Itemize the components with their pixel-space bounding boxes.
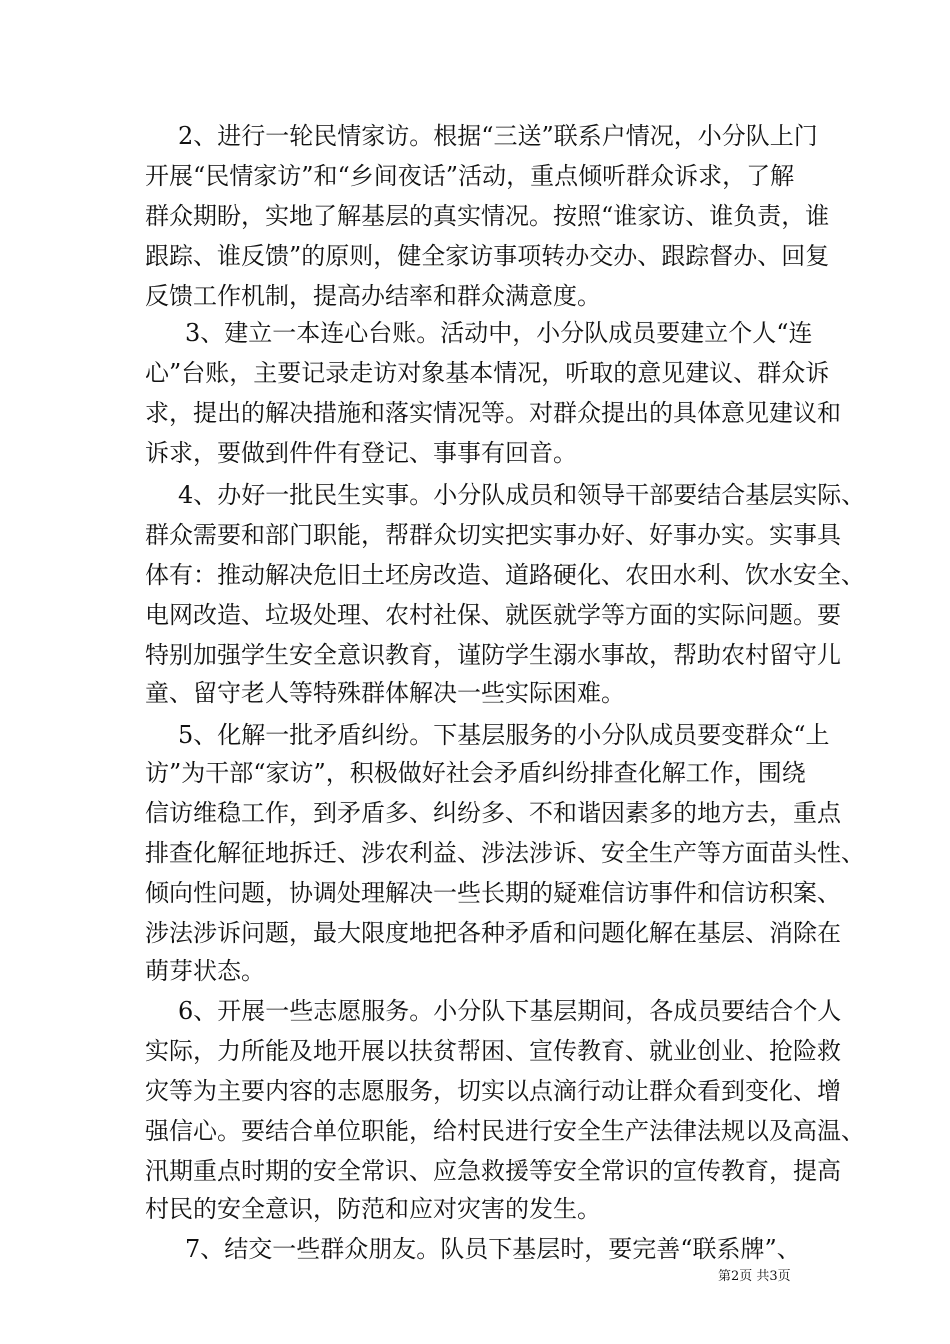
text-line: 3、建立一本连心台账。活动中，小分队成员要建立个人“连 [185, 319, 813, 347]
text-line: 5、化解一批矛盾纠纷。下基层服务的小分队成员要变群众“上 [178, 721, 830, 749]
text-line: 心”台账，主要记录走访对象基本情况，听取的意见建议、群众诉 [145, 359, 830, 387]
text-line: 求，提出的解决措施和落实情况等。对群众提出的具体意见建议和 [145, 399, 841, 427]
text-line: 特别加强学生安全意识教育，谨防学生溺水事故，帮助农村留守儿 [145, 641, 841, 669]
text-line: 涉法涉诉问题，最大限度地把各种矛盾和问题化解在基层、消除在 [145, 919, 841, 947]
text-line: 群众期盼，实地了解基层的真实情况。按照“谁家访、谁负责，谁 [145, 202, 830, 230]
text-line: 强信心。要结合单位职能，给村民进行安全生产法律法规以及高温、 [145, 1117, 865, 1145]
text-line: 汛期重点时期的安全常识、应急救援等安全常识的宣传教育，提高 [145, 1157, 841, 1185]
text-line: 信访维稳工作，到矛盾多、纠纷多、不和谐因素多的地方去，重点 [145, 799, 841, 827]
text-line: 访”为干部“家访”，积极做好社会矛盾纠纷排查化解工作，围绕 [145, 759, 806, 787]
text-line: 7、结交一些群众朋友。队员下基层时，要完善“联系牌”、 [185, 1235, 801, 1263]
text-line: 4、办好一批民生实事。小分队成员和领导干部要结合基层实际、 [178, 481, 866, 509]
text-line: 童、留守老人等特殊群体解决一些实际困难。 [145, 679, 625, 707]
text-line: 电网改造、垃圾处理、农村社保、就医就学等方面的实际问题。要 [145, 601, 841, 629]
text-line: 排查化解征地拆迁、涉农利益、涉法涉诉、安全生产等方面苗头性、 [145, 839, 865, 867]
text-line: 开展“民情家访”和“乡间夜话”活动，重点倾听群众诉求，了解 [145, 162, 795, 190]
text-line: 诉求，要做到件件有登记、事事有回音。 [145, 439, 577, 467]
text-line: 反馈工作机制，提高办结率和群众满意度。 [145, 282, 601, 310]
text-line: 实际，力所能及地开展以扶贫帮困、宣传教育、就业创业、抢险救 [145, 1037, 841, 1065]
text-line: 灾等为主要内容的志愿服务，切实以点滴行动让群众看到变化、增 [145, 1077, 841, 1105]
text-line: 群众需要和部门职能，帮群众切实把实事办好、好事办实。实事具 [145, 521, 841, 549]
text-line: 村民的安全意识，防范和应对灾害的发生。 [145, 1195, 601, 1223]
text-line: 6、开展一些志愿服务。小分队下基层期间，各成员要结合个人 [178, 997, 842, 1025]
text-line: 2、进行一轮民情家访。根据“三送”联系户情况，小分队上门 [178, 122, 818, 150]
page-number-footer: 第2页 共3页 [718, 1269, 791, 1284]
text-line: 倾向性问题，协调处理解决一些长期的疑难信访事件和信访积案、 [145, 879, 841, 907]
text-line: 体有：推动解决危旧土坯房改造、道路硬化、农田水利、饮水安全、 [145, 561, 865, 589]
text-line: 跟踪、谁反馈”的原则，健全家访事项转办交办、跟踪督办、回复 [145, 242, 830, 270]
text-line: 萌芽状态。 [145, 957, 265, 985]
